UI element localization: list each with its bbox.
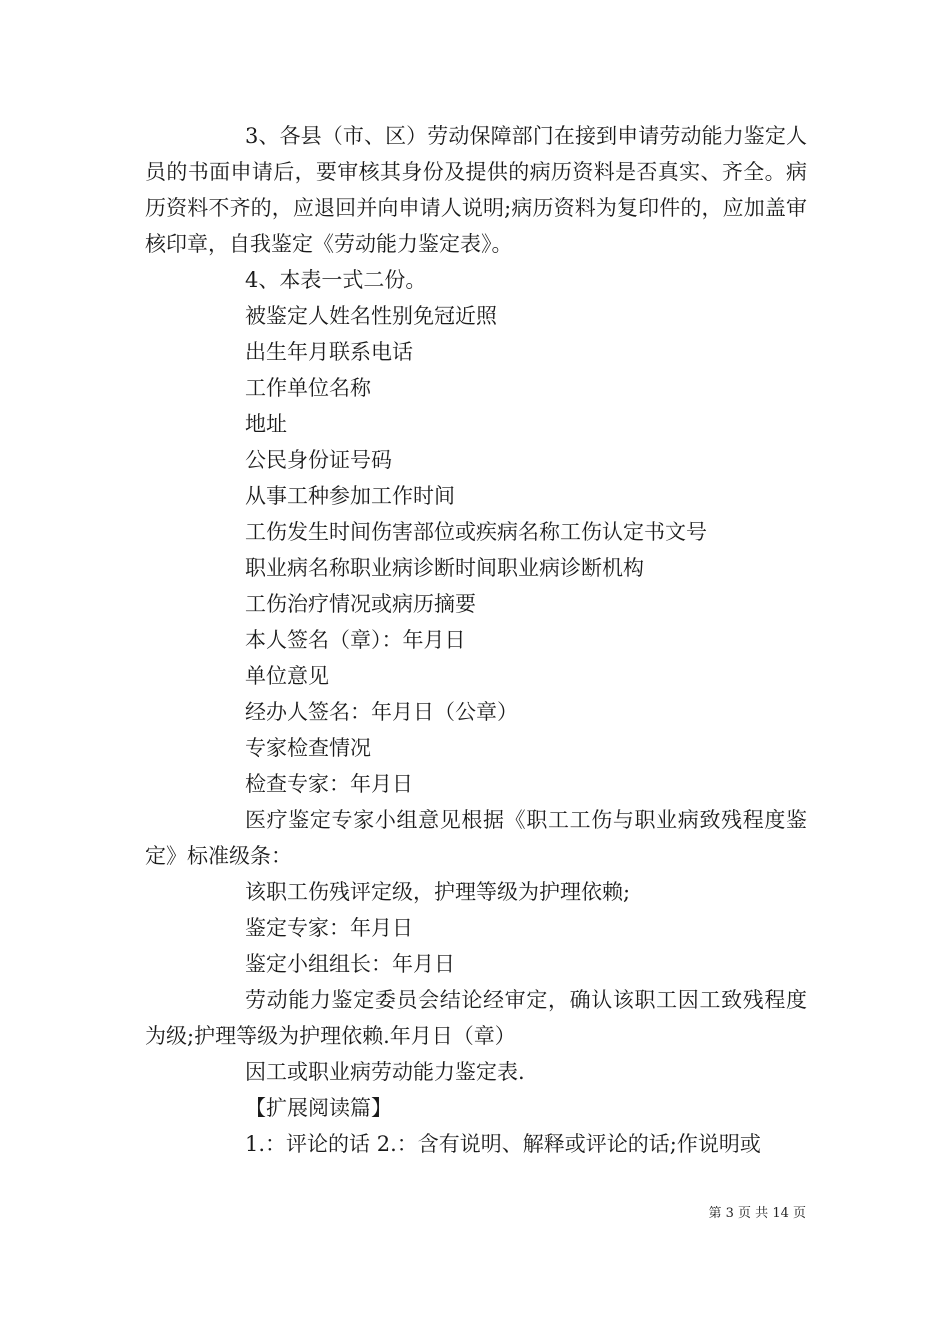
- paragraph-committee-conclusion: 劳动能力鉴定委员会结论经审定，确认该职工因工致残程度为级;护理等级为护理依赖.年月日（章）: [145, 988, 807, 1048]
- field-applicant-signature: 本人签名（章）：年月日: [245, 628, 466, 652]
- paragraph-form-title: 因工或职业病劳动能力鉴定表.: [245, 1060, 525, 1084]
- field-expert-exam: 专家检查情况: [245, 736, 371, 760]
- field-treatment-summary: 工伤治疗情况或病历摘要: [245, 592, 476, 616]
- paragraph-expert-panel-opinion: 医疗鉴定专家小组意见根据《职工工伤与职业病致残程度鉴定》标准级条：: [145, 808, 807, 868]
- field-exam-expert-signature: 检查专家：年月日: [245, 772, 413, 796]
- field-handler-signature: 经办人签名：年月日（公章）: [245, 700, 518, 724]
- field-injury-info: 工伤发生时间伤害部位或疾病名称工伤认定书文号: [245, 520, 707, 544]
- heading-extended-reading: 【扩展阅读篇】: [245, 1096, 392, 1120]
- paragraph-copies: 4、本表一式二份。: [245, 268, 427, 292]
- field-employer: 工作单位名称: [245, 376, 371, 400]
- field-birth-phone: 出生年月联系电话: [245, 340, 413, 364]
- field-unit-opinion: 单位意见: [245, 664, 329, 688]
- paragraph-extended-reading: 1.：评论的话 2.：含有说明、解释或评论的话;作说明或: [245, 1132, 761, 1156]
- field-name-gender-photo: 被鉴定人姓名性别免冠近照: [245, 304, 497, 328]
- document-body: [145, 118, 807, 1162]
- page-number-footer: 第 3 页 共 14 页: [708, 1206, 806, 1221]
- field-address: 地址: [245, 412, 287, 436]
- field-job-type-start: 从事工种参加工作时间: [245, 484, 455, 508]
- field-disability-grade: 该职工伤残评定级，护理等级为护理依赖;: [245, 880, 631, 904]
- paragraph-review-procedure: 3、各县（市、区）劳动保障部门在接到申请劳动能力鉴定人员的书面申请后，要审核其身份及提供的病历资料是否真实、齐全。病历资料不齐的，应退回并向申请人说明;病历资料为复印件的，应加盖审核印章，自我鉴定《劳动能力鉴定表》。: [145, 124, 807, 256]
- field-panel-leader-signature: 鉴定小组组长：年月日: [245, 952, 455, 976]
- field-appraisal-expert-signature: 鉴定专家：年月日: [245, 916, 413, 940]
- field-occupational-disease: 职业病名称职业病诊断时间职业病诊断机构: [245, 556, 644, 580]
- field-id-number: 公民身份证号码: [245, 448, 392, 472]
